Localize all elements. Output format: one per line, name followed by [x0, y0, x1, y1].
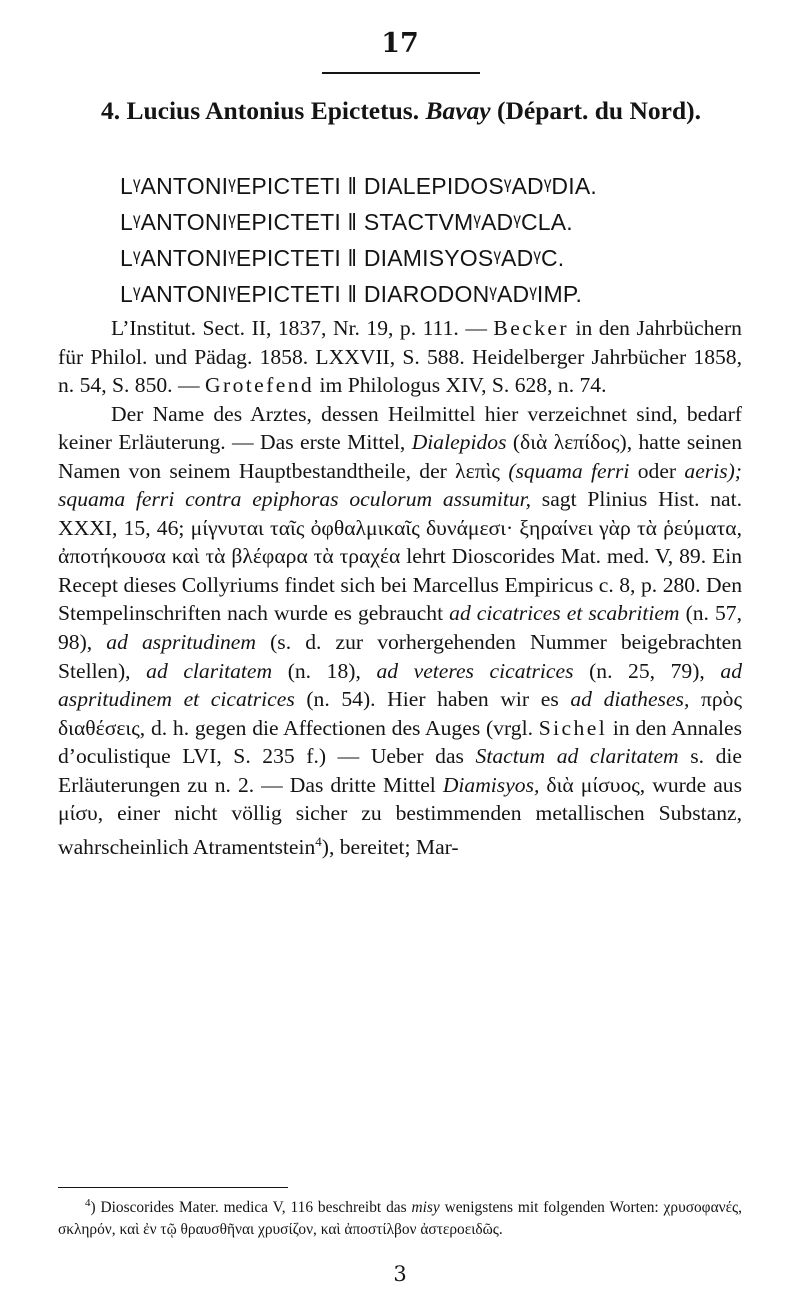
author-sichel: Sichel: [538, 715, 608, 740]
text-run: s. die Erläuterungen zu n. 2. — Das dritte Mittel: [58, 744, 742, 797]
header-rule: [322, 72, 480, 74]
stamp-line-4: LᵞANTONIᵞEPICTETI ‖ DIARODONᵞADᵞIMP.: [120, 281, 583, 307]
ref-text: im Philologus XIV, S. 628, n. 74.: [314, 373, 607, 398]
italic-term: aeris); squama ferri contra epiphoras oculorum assumitur,: [58, 458, 742, 512]
footnote-marker: 4: [85, 1197, 91, 1209]
entry-department: (Départ. du Nord).: [497, 96, 702, 125]
references-paragraph: [58, 314, 742, 400]
ref-text: in den Jahrbüchern für Philol. und Pädag. 1858. LXXVII, S. 588. Heidelberger Jahrbücher 1858, n. 54, S. 850. —: [58, 316, 742, 398]
text-run: (n. 54). Hier haben wir es: [294, 687, 571, 712]
text-run: (n. 25, 79),: [573, 658, 721, 683]
text-run: ), bereitet; Mar-: [321, 835, 459, 860]
commentary-paragraph: [58, 400, 742, 862]
footnote-italic-term: misy: [411, 1199, 440, 1217]
stamp-line-1: LᵞANTONIᵞEPICTETI ‖ DIALEPIDOSᵞADᵞDIA.: [120, 173, 597, 199]
entry-title: 4. Lucius Antonius Epictetus.: [100, 96, 420, 125]
text-run: (n. 57, 98),: [58, 601, 742, 655]
stamp-line-2: LᵞANTONIᵞEPICTETI ‖ STACTVMᵞADᵞCLA.: [120, 209, 573, 235]
ref-text: L’Institut. Sect. II, 1837, Nr. 19, p. 111. —: [111, 316, 494, 340]
text-run: sagt Plinius Hist. nat. XXXI, 15, 46; μίγνυται ταῖς ὀφθαλμικαῖς δυνάμεσι· ξηραίνει γὰρ τὰ ῥεύματα, ἀποτήκουσα καὶ τὰ βλέφαρα τὰ τραχέα lehrt Dioscorides Mat. med. V, 89. Ein Recept dieses Collyriums findet sich bei Marcellus Empiricus c. 8, p. 280. Den Stempelinschriften nach wurde es gebraucht: [58, 487, 742, 626]
body-text: [58, 314, 742, 862]
text-run: πρὸς διαθέσεις, d. h. gegen die Affectionen des Auges (vrgl.: [58, 687, 742, 740]
stamp-line-3: LᵞANTONIᵞEPICTETI ‖ DIAMISYOSᵞADᵞC.: [120, 245, 565, 271]
italic-term: Diamisyos,: [442, 772, 540, 797]
signature-mark: 3: [393, 1262, 407, 1286]
text-run: διὰ μίσυος, wurde aus μίσυ, einer nicht völlig sicher zu bestimmenden metallischen Substanz, wahrscheinlich Atramentstein: [58, 772, 743, 860]
italic-term: ad aspritudinem: [106, 630, 256, 655]
footnote-rule: [58, 1187, 288, 1188]
author-grotefend: Grotefend: [204, 373, 315, 398]
entry-place: Bavay: [425, 96, 491, 125]
footnote-indent: [58, 1199, 85, 1216]
text-run: (n. 18),: [272, 658, 377, 683]
italic-term: ad diatheses,: [570, 687, 690, 712]
text-run: (s. d. zur vorhergehenden Nummer beigebrachten Stellen),: [58, 630, 742, 683]
footnote-text: wenigstens mit folgenden Worten: χρυσοφανές, σκληρόν, καὶ ἐν τῷ θραυσθῆναι χρυσίζον, καὶ ἀποστίλβον ἀστεροειδῶς.: [58, 1199, 742, 1239]
footnote: [58, 1192, 742, 1241]
text-run: Der Name des Arztes, dessen Heilmittel hier verzeichnet sind, bedarf keiner Erläuterung. — Das erste Mittel,: [58, 401, 742, 455]
italic-term: (squama ferri: [508, 458, 630, 483]
italic-term: ad claritatem: [146, 658, 273, 683]
text-run: (διὰ λεπίδος), hatte seinen Namen von seinem Hauptbestandtheile, der λεπὶς: [58, 430, 742, 483]
page-number: 17: [381, 28, 419, 59]
entry-heading: [60, 92, 742, 129]
footnote-reference: 4: [315, 833, 322, 849]
italic-term: Stactum ad claritatem: [475, 744, 679, 769]
footnote-text: ) Dioscorides Mater. medica V, 116 beschreibt das: [90, 1199, 412, 1217]
italic-term: ad cicatrices et scabritiem: [449, 601, 680, 626]
text-run: in den Annales d’oculistique LVI, S. 235 f.) — Ueber das: [58, 715, 742, 769]
text-run: oder: [629, 458, 685, 483]
italic-term: ad veteres cicatrices: [376, 658, 574, 683]
italic-term: Dialepidos: [411, 430, 507, 455]
stamp-inscriptions: [120, 168, 597, 312]
author-becker: Becker: [493, 316, 569, 340]
italic-term: ad aspritudinem et cicatrices: [58, 658, 742, 712]
